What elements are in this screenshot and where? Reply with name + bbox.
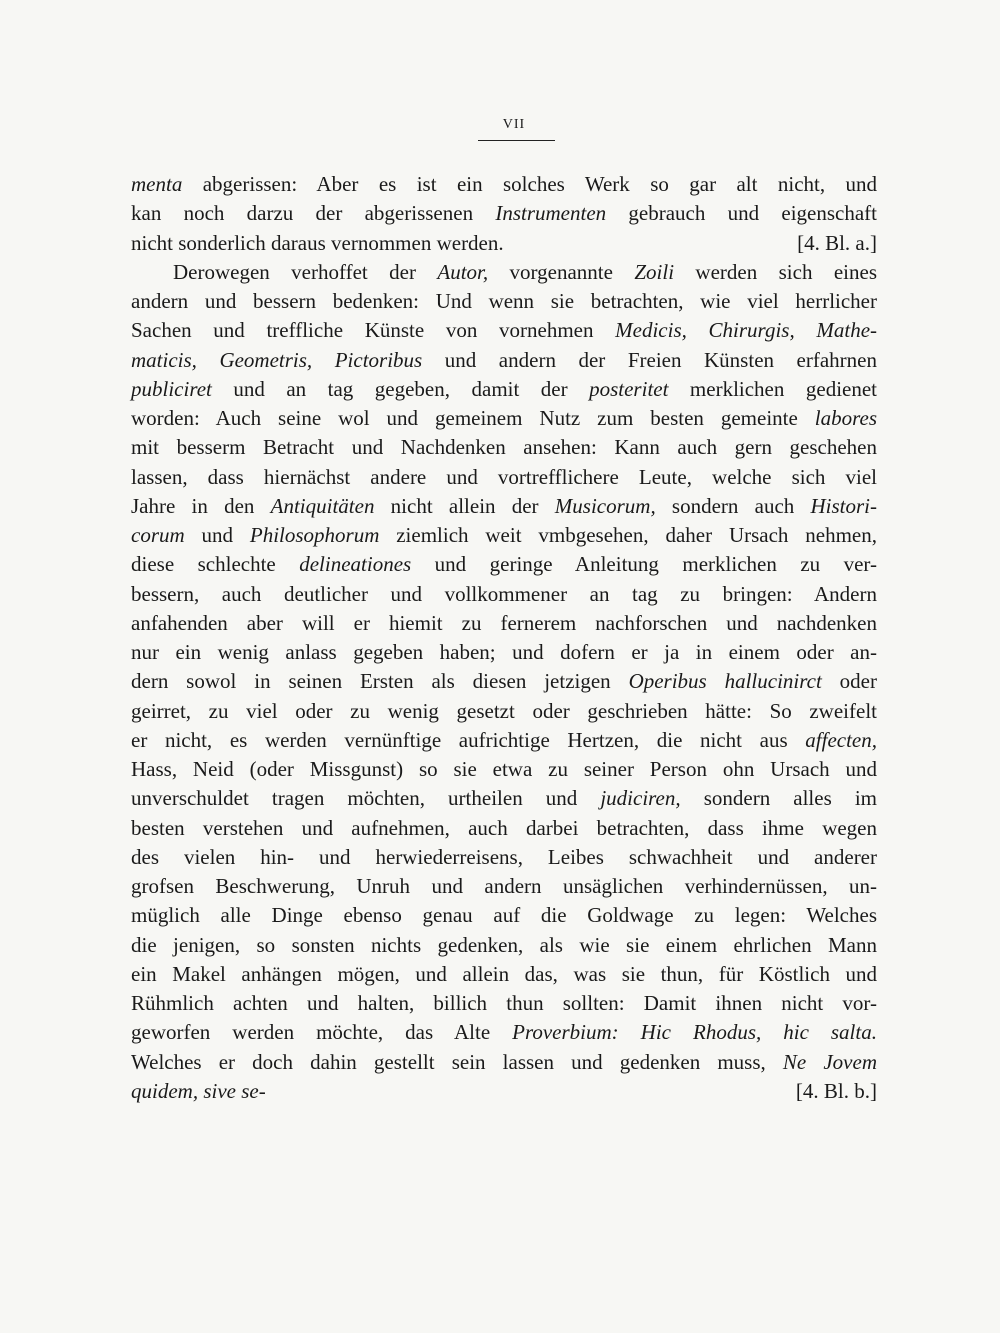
italic-text: Histori- [810,493,877,518]
leaf-reference: [4. Bl. b.] [795,1078,877,1103]
text-run: Jahre in den [131,493,271,518]
text-line [131,667,877,696]
text-line [131,375,877,404]
text-run: besten verstehen und aufnehmen, auch darbei betrachten, dass ihme wegen [131,815,877,840]
italic-text: labores [814,406,877,430]
text-line [131,463,877,492]
text-line [131,755,877,784]
text-line [131,170,877,199]
text-line [131,960,877,989]
text-run: ein Makel anhängen mögen, und allein das, was sie thun, für Köstlich und [131,961,877,986]
italic-text: maticis, Geometris, Pictoribus [131,347,423,372]
text-line [131,1048,877,1077]
text-run: müglich alle Dinge ebenso genau auf die Goldwage zu legen: Welches [131,903,877,928]
text-run: unverschuldet tragen möchten, urtheilen und [131,786,601,811]
text-line [131,580,877,609]
italic-text: judiciren, [600,786,681,811]
text-run: des vielen hin- und herwiederreisens, Leibes schwachheit und anderer [131,844,877,869]
italic-text: corum [131,523,185,547]
text-run: lassen, dass hiernächst andere und vortrefflichere Leute, welche sich viel [131,464,877,489]
text-run: sondern alles im [680,786,878,811]
italic-text: Instrumenten [495,201,607,226]
text-line [131,316,877,345]
text-line [131,726,877,755]
text-run: werden sich eines [674,259,877,284]
text-line [131,697,877,726]
text-run: nur ein wenig anlass gegeben haben; und dofern er ja in einem oder an- [131,640,877,664]
italic-text: posteritet [589,376,669,401]
text-run: sondern auch [655,493,811,518]
text-run: kan noch darzu der abgerissenen [131,201,496,226]
text-line [131,872,877,901]
italic-text: Medicis, Chirurgis, Mathe- [615,318,878,343]
text-run: Sachen und treffliche Künste von vornehmen [131,318,616,343]
text-line [131,521,877,550]
text-line [131,433,877,462]
text-line [131,287,877,316]
line-text [131,1077,266,1106]
text-run: Welches er doch dahin gestellt sein lassen und gedenken muss, [131,1049,783,1074]
text-line [131,258,877,287]
paragraph [131,170,877,258]
text-run: grofsen Beschwerung, Unruh und andern unsäglichen verhindernüssen, un- [131,874,877,898]
text-run: nicht allein der [374,493,555,518]
text-run: geworfen werden möchte, das Alte [131,1020,513,1045]
paragraph [131,258,877,1106]
italic-text: Operibus hallucinirct [628,669,822,694]
text-run: abgerissen: Aber es ist ein solches Werk so gar alt nicht, und [182,172,877,196]
text-run: Rühmlich achten und halten, billich thun sollten: Damit ihnen nicht vor- [131,991,877,1015]
text-run: oder [821,669,877,694]
italic-text: Musicorum, [554,493,656,518]
text-line [131,814,877,843]
text-run: nicht sonderlich daraus vernommen werden. [131,230,504,255]
text-line [131,931,877,960]
text-run: vorgenannte [488,259,635,284]
text-run: und geringe Anleitung merklichen zu ver- [411,552,877,577]
leaf-reference: [4. Bl. a.] [797,230,877,255]
text-run: merklichen gedienet [668,376,878,401]
text-run: er nicht, es werden vernünftige aufrichtige Hertzen, die nicht aus [131,727,806,752]
text-line [131,346,877,375]
text-run: und an tag gegeben, damit der [211,376,590,401]
text-line [131,638,877,667]
text-run: diese schlechte [131,552,300,577]
text-run: und andern der Freien Künsten erfahrnen [422,347,877,372]
italic-text: quidem, sive se- [131,1078,266,1103]
text-run: anfahenden aber will er hiemit zu fernerem nachforschen und nachdenken [131,610,877,635]
text-run: worden: Auch seine wol und gemeinem Nutz zum besten gemeinte [131,406,815,430]
text-line [131,784,877,813]
italic-text: affecten, [805,727,877,752]
italic-text: Autor, [437,259,489,284]
italic-text: Antiquitäten [270,493,375,518]
text-run: und [184,523,250,547]
text-run: die jenigen, so sonsten nichts gedenken, als wie sie einem ehrlichen Mann [131,932,877,957]
text-line [131,1018,877,1047]
text-line [131,492,877,521]
text-line [131,404,877,433]
page-number: VII [502,117,526,132]
italic-text: menta [131,172,183,196]
text-line [131,1077,877,1106]
text-line [131,609,877,638]
italic-text: delineationes [299,552,412,577]
text-line [131,199,877,228]
italic-text: Proverbium: Hic Rhodus, hic salta. [512,1020,877,1045]
header-rule [478,140,555,141]
text-line [131,229,877,258]
text-run: bessern, auch deutlicher und vollkommener an tag zu bringen: Andern [131,581,877,606]
italic-text: Ne Jovem [782,1049,877,1074]
text-line [131,989,877,1018]
text-line [131,901,877,930]
text-line [131,550,877,579]
text-run: gebrauch und eigenschaft [606,201,877,226]
text-run: ziemlich weit vmbgesehen, daher Ursach nehmen, [379,523,877,547]
text-run: dern sowol in seinen Ersten als diesen jetzigen [131,669,629,694]
text-run: andern und bessern bedenken: Und wenn sie betrachten, wie viel herrlicher [131,289,877,313]
italic-text: Philosophorum [249,523,380,547]
text-run: mit besserm Betracht und Nachdenken ansehen: Kann auch gern geschehen [131,435,877,460]
italic-text: Zoili [634,259,675,284]
text-run: Hass, Neid (oder Missgunst) so sie etwa zu seiner Person ohn Ursach und [131,757,877,781]
text-run: Derowegen verhoffet der [173,259,438,284]
line-text [131,229,504,258]
text-run: geirret, zu viel oder zu wenig gesetzt oder geschrieben hätte: So zweifelt [131,698,877,723]
body-text [131,170,877,1106]
italic-text: publiciret [131,376,212,401]
text-line [131,843,877,872]
